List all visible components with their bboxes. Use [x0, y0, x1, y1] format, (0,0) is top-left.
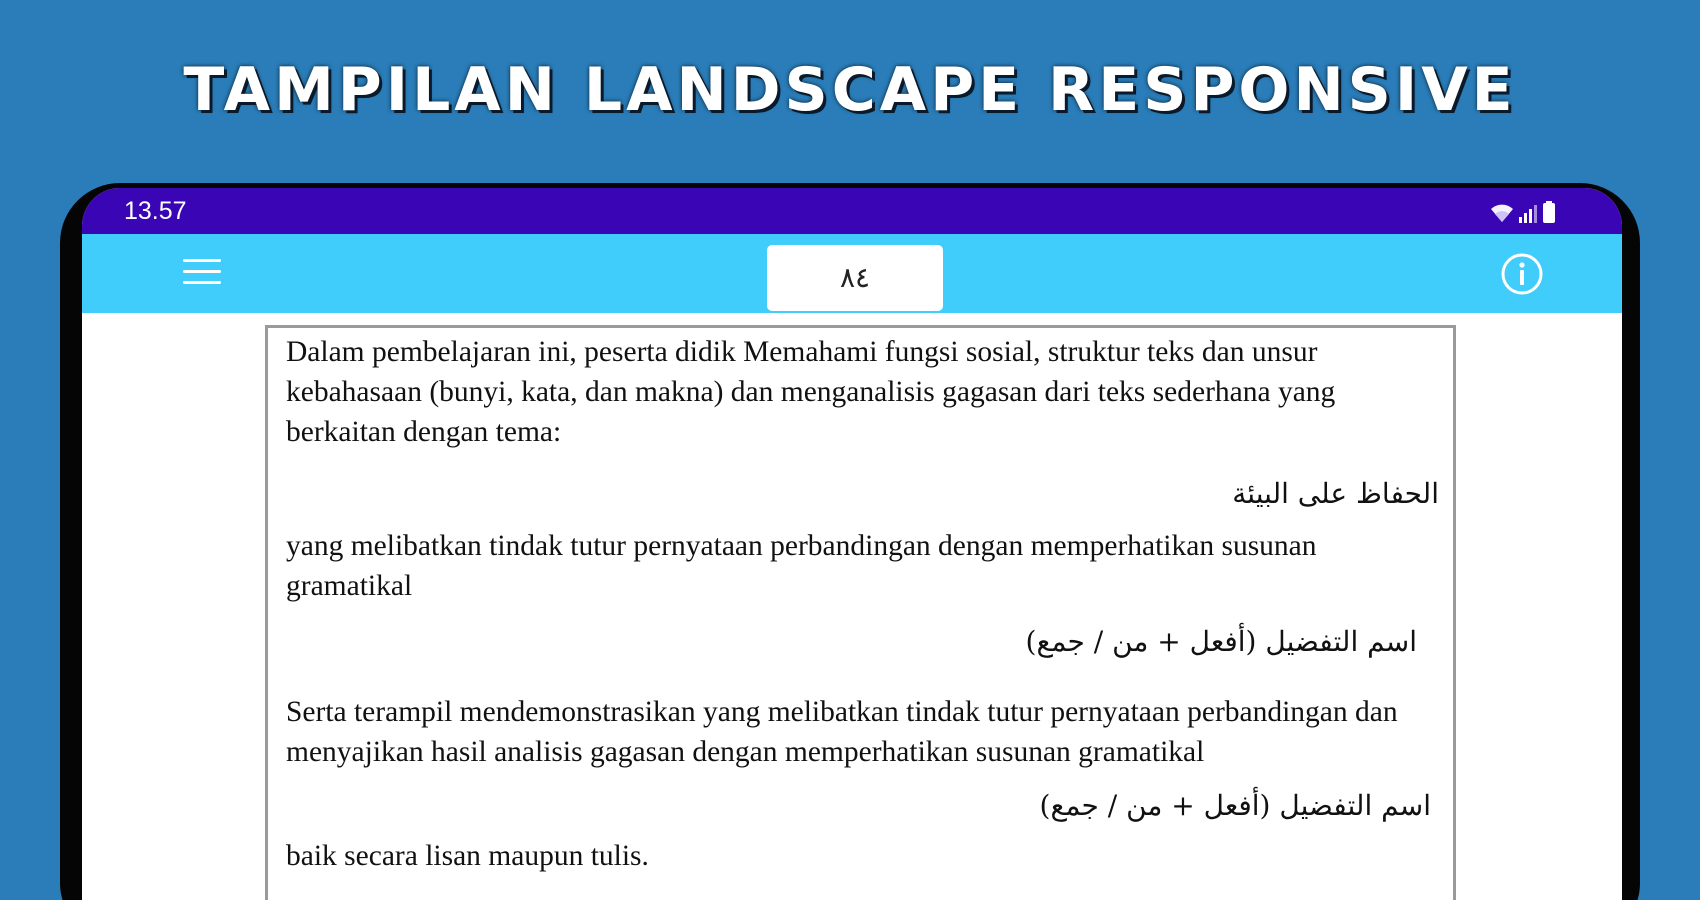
doc-arabic-grammar-1: اسم التفضيل (أفعل + من / جمع)	[1025, 625, 1417, 658]
doc-arabic-theme: الحفاظ على البيئة	[1232, 477, 1439, 510]
doc-arabic-grammar-2: اسم التفضيل (أفعل + من / جمع)	[1039, 789, 1431, 822]
info-icon[interactable]	[1500, 252, 1544, 296]
wifi-icon	[1490, 203, 1514, 223]
hamburger-menu-icon[interactable]	[180, 252, 224, 296]
status-bar	[82, 188, 1622, 234]
promo-title: TAMPILAN LANDSCAPE RESPONSIVE	[183, 55, 1517, 125]
status-icons	[1490, 199, 1556, 223]
doc-paragraph-1: Dalam pembelajaran ini, peserta didik Memahami fungsi sosial, struktur teks dan unsur kebahasaan (bunyi, kata, dan makna) dan menganalisis gagasan dari teks sederhana yang berkaitan dengan tema:	[286, 336, 1336, 448]
status-time: 13.57	[124, 197, 187, 225]
signal-icon	[1518, 203, 1538, 223]
page-number-box[interactable]: ٨٤	[767, 245, 943, 311]
phone-screen	[82, 188, 1622, 900]
document-page[interactable]	[265, 325, 1456, 900]
battery-icon	[1542, 201, 1556, 223]
doc-paragraph-2: yang melibatkan tindak tutur pernyataan perbandingan dengan memperhatikan susunan gramatikal	[286, 530, 1317, 602]
app-bar	[82, 234, 1622, 313]
doc-paragraph-4: baik secara lisan maupun tulis.	[286, 840, 649, 872]
doc-paragraph-3: Serta terampil mendemonstrasikan yang melibatkan tindak tutur pernyataan perbandingan dan menyajikan hasil analisis gagasan dengan memperhatikan susunan gramatikal	[286, 696, 1398, 768]
